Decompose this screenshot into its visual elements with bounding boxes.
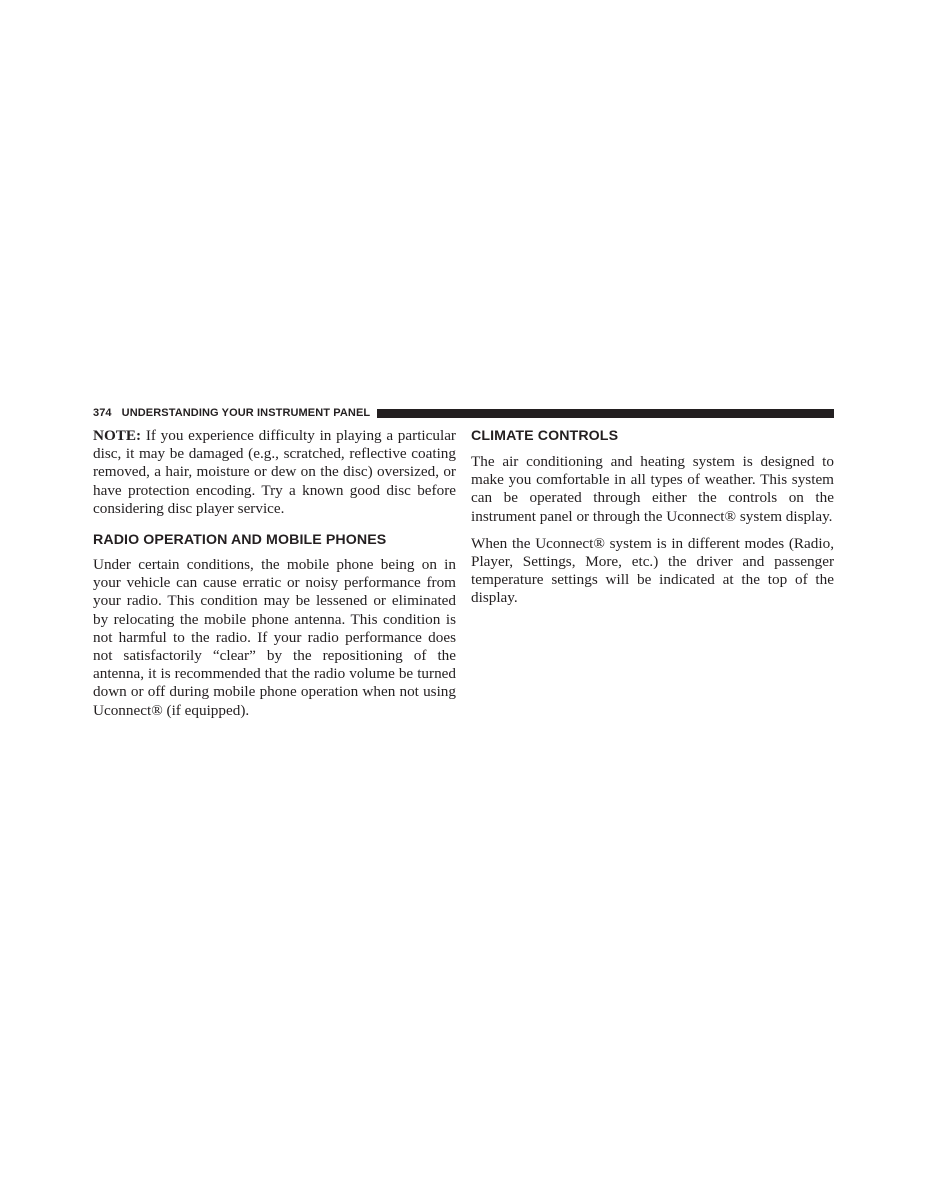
note-paragraph — [93, 427, 456, 518]
note-label: NOTE: — [93, 427, 142, 444]
climate-heading: CLIMATE CONTROLS — [471, 428, 619, 444]
left-column — [93, 427, 456, 720]
page-number: 374 — [93, 407, 112, 419]
radio-paragraph: Under certain conditions, the mobile phone being on in your vehicle can cause erratic or noisy performance from your radio. This condition may be lessened or eliminated by relocating the mobile phone antenna. This condition is not harmful to the radio. If your radio performance does not satisfactorily “clear” by the repositioning of the antenna, it is recommended that the radio volume be turned down or off during mobile phone operation when not using Uconnect® (if equipped). — [93, 556, 456, 719]
header-rule — [377, 409, 834, 418]
climate-paragraph-1: The air conditioning and heating system is designed to make you comfortable in all types of weather. This system can be operated through either the controls on the instrument panel or through the Uconnect® system display. — [471, 453, 834, 525]
note-text: If you experience difficulty in playing a particular disc, it may be damaged (e.g., scratched, reflective coating removed, a hair, moisture or dew on the disc) oversized, or have protection encoding. Try a known good disc before considering disc player service. — [93, 427, 456, 517]
page-header — [93, 405, 834, 421]
climate-paragraph-2: When the Uconnect® system is in different modes (Radio, Player, Settings, More, etc.) the driver and passenger temperature settings will be indicated at the top of the display. — [471, 534, 834, 607]
radio-heading: RADIO OPERATION AND MOBILE PHONES — [93, 532, 387, 549]
section-title: UNDERSTANDING YOUR INSTRUMENT PANEL — [121, 407, 371, 419]
right-column — [471, 427, 834, 608]
